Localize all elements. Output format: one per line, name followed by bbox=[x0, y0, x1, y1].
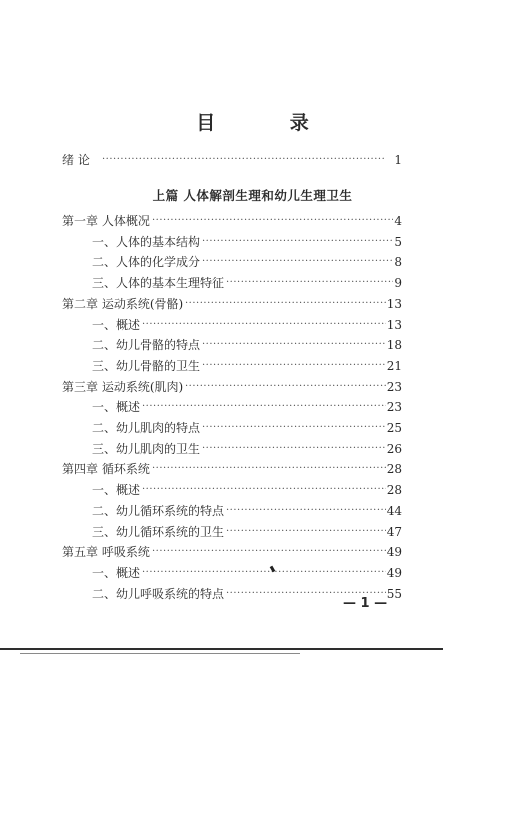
leader-dots bbox=[226, 502, 386, 520]
toc-entry-page: 8 bbox=[394, 255, 402, 270]
toc-intro-label: 绪 论 bbox=[62, 153, 90, 167]
toc-section bbox=[0, 253, 505, 271]
toc-entry-page: 26 bbox=[386, 441, 402, 456]
toc-section bbox=[0, 564, 505, 582]
toc-entry-label: 一、概述 bbox=[92, 400, 141, 415]
leader-dots bbox=[202, 357, 386, 375]
toc-entry-label: 三、人体的基本生理特征 bbox=[92, 276, 225, 291]
toc-entry-label: 第五章 呼吸系统 bbox=[62, 545, 150, 560]
toc-entry-label: 二、人体的化学成分 bbox=[92, 255, 201, 270]
toc-chapter bbox=[0, 378, 505, 396]
toc-section bbox=[0, 336, 505, 354]
toc-entry-page: 21 bbox=[386, 358, 402, 373]
leader-dots bbox=[226, 274, 393, 292]
leader-dots bbox=[202, 440, 386, 458]
leader-dots bbox=[102, 151, 384, 169]
toc-section bbox=[0, 357, 505, 375]
toc-section bbox=[0, 419, 505, 437]
toc-section bbox=[0, 233, 505, 251]
toc-entry-label: 第一章 人体概况 bbox=[62, 214, 150, 228]
toc-entry-page: 5 bbox=[394, 234, 402, 249]
leader-dots bbox=[152, 543, 386, 561]
toc-section bbox=[0, 502, 505, 520]
toc-section bbox=[0, 523, 505, 541]
toc-entry-label: 二、幼儿骨骼的特点 bbox=[92, 338, 201, 353]
toc-entry-page: 23 bbox=[386, 400, 402, 415]
page-rule-shadow bbox=[20, 653, 300, 654]
page-title: 目 录 bbox=[196, 112, 343, 134]
toc-chapter bbox=[0, 212, 505, 230]
toc-entry-page: 55 bbox=[386, 586, 402, 601]
toc-entry-label: 三、幼儿骨骼的卫生 bbox=[92, 358, 201, 373]
toc-entry-page: 4 bbox=[394, 214, 402, 228]
toc-entry-page: 49 bbox=[386, 565, 402, 580]
toc-entry-page: 25 bbox=[386, 421, 402, 435]
toc-section bbox=[0, 398, 505, 416]
footer-page-number: — 1 — bbox=[343, 596, 388, 611]
leader-dots bbox=[226, 523, 386, 541]
leader-dots bbox=[202, 233, 393, 251]
toc-entry-label: 三、幼儿肌肉的卫生 bbox=[92, 441, 201, 456]
toc-chapter bbox=[0, 460, 505, 478]
leader-dots bbox=[202, 336, 386, 354]
leader-dots bbox=[202, 253, 393, 271]
toc-entry-label: 二、幼儿肌肉的特点 bbox=[92, 421, 201, 435]
toc-entry-label: 第三章 运动系统(肌肉) bbox=[62, 379, 184, 394]
toc-entry-label: 第二章 运动系统(骨骼) bbox=[62, 296, 184, 311]
leader-dots bbox=[185, 378, 386, 396]
part-heading: 上篇 人体解剖生理和幼儿生理卫生 bbox=[152, 188, 353, 203]
leader-dots bbox=[152, 212, 393, 230]
toc-entry-label: 三、幼儿循环系统的卫生 bbox=[92, 524, 225, 539]
toc-entry-page: 9 bbox=[394, 276, 402, 291]
leader-dots bbox=[185, 295, 386, 313]
toc-entry-label: 二、幼儿呼吸系统的特点 bbox=[92, 586, 225, 601]
page-rule bbox=[0, 648, 443, 650]
toc-entry-page: 13 bbox=[386, 317, 402, 332]
toc-section bbox=[0, 274, 505, 292]
toc-entry-page: 28 bbox=[386, 483, 402, 498]
toc-entry-label: 一、概述 bbox=[92, 317, 141, 332]
toc-section bbox=[0, 481, 505, 499]
toc-entry-label: 一、人体的基本结构 bbox=[92, 234, 201, 249]
toc-entry-label: 一、概述 bbox=[92, 565, 141, 580]
toc-intro bbox=[0, 151, 505, 169]
toc-entry-page: 49 bbox=[386, 545, 402, 560]
toc-section bbox=[0, 316, 505, 334]
toc-entry-page: 28 bbox=[386, 462, 402, 477]
toc-entry-label: 第四章 循环系统 bbox=[62, 462, 150, 477]
toc-intro-page: 1 bbox=[394, 153, 402, 167]
toc-entry-page: 18 bbox=[386, 338, 402, 353]
toc-entry-page: 44 bbox=[386, 503, 402, 518]
toc-section bbox=[0, 585, 505, 603]
toc-chapter bbox=[0, 295, 505, 313]
toc-entry-page: 47 bbox=[386, 524, 402, 539]
leader-dots bbox=[142, 316, 386, 334]
toc-entry-label: 一、概述 bbox=[92, 483, 141, 498]
toc-chapter bbox=[0, 543, 505, 561]
toc-entry-page: 13 bbox=[386, 296, 402, 311]
toc-entry-page: 23 bbox=[386, 379, 402, 394]
leader-dots bbox=[142, 398, 386, 416]
toc-entry-label: 二、幼儿循环系统的特点 bbox=[92, 503, 225, 518]
toc-section bbox=[0, 440, 505, 458]
leader-dots bbox=[202, 419, 386, 437]
leader-dots bbox=[152, 460, 386, 478]
leader-dots bbox=[142, 481, 386, 499]
leader-dots bbox=[142, 564, 386, 582]
